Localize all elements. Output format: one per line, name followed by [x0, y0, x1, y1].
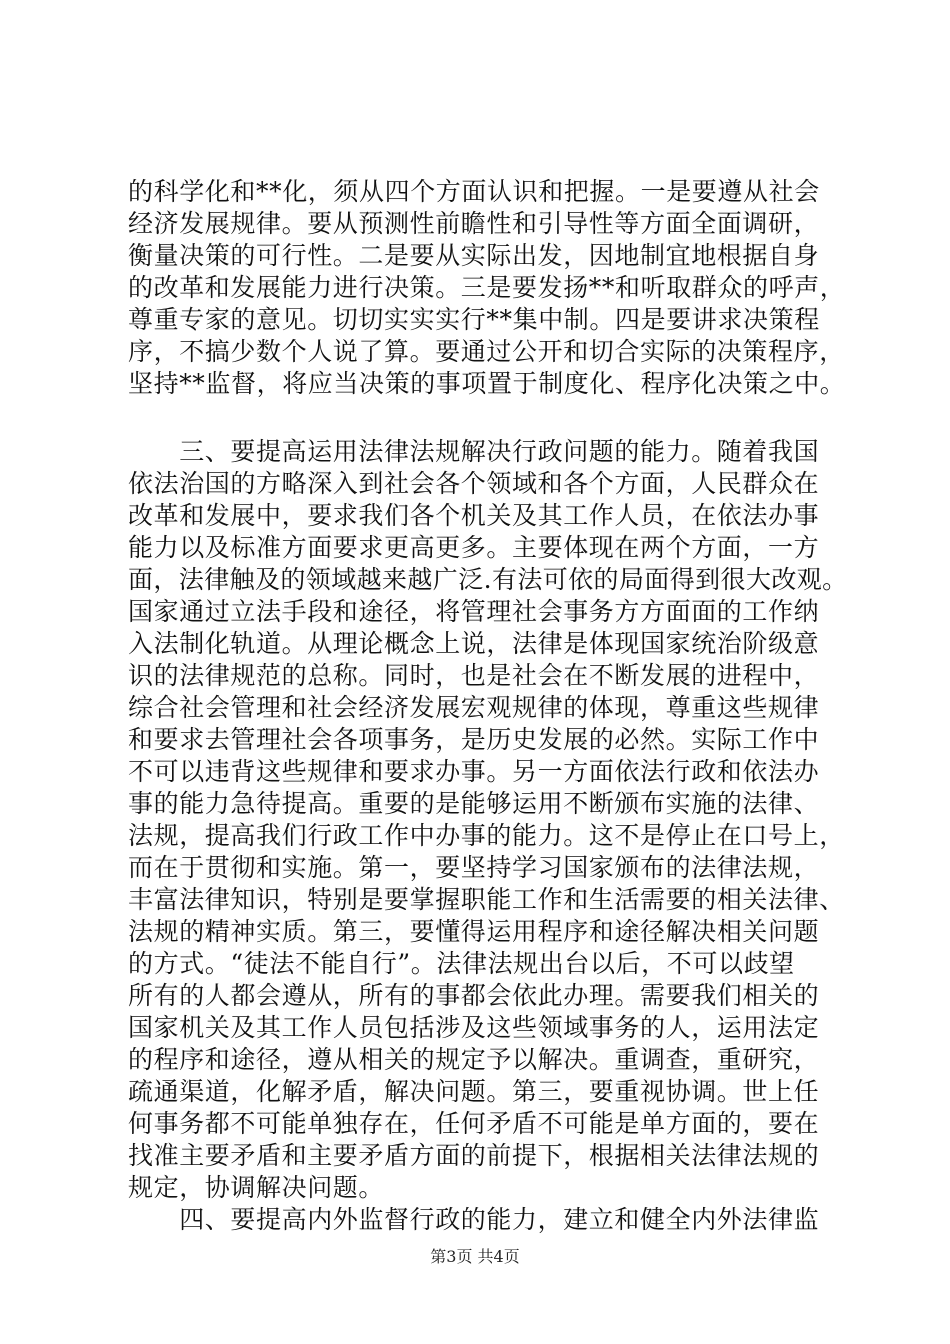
- body-text-line: 序，不搞少数个人说了算。要通过公开和切合实际的决策程序，: [128, 337, 845, 366]
- body-text-line: 能力以及标准方面要求更高更多。主要体现在两个方面，一方: [128, 533, 820, 562]
- body-text-line: 疏通渠道，化解矛盾，解决问题。第三，要重视协调。世上任: [128, 1077, 820, 1106]
- body-text-line: 法规，提高我们行政工作中办事的能力。这不是停止在口号上，: [128, 821, 845, 850]
- body-text-line: 四、要提高内外监督行政的能力，建立和健全内外法律监: [128, 1205, 820, 1234]
- body-text-line: 面，法律触及的领域越来越广泛.有法可依的局面得到很大改观。: [128, 565, 848, 594]
- body-text-line: 不可以违背这些规律和要求办事。另一方面依法行政和依法办: [128, 757, 820, 786]
- body-text-line: 和要求去管理社会各项事务，是历史发展的必然。实际工作中: [128, 725, 820, 754]
- body-text-line: 找准主要矛盾和主要矛盾方面的前提下，根据相关法律法规的: [128, 1141, 820, 1170]
- body-text-line: 规定，协调解决问题。: [128, 1173, 385, 1202]
- body-text-line: 改革和发展中，要求我们各个机关及其工作人员，在依法办事: [128, 501, 820, 530]
- body-text-line: 何事务都不可能单独存在，任何矛盾不可能是单方面的，要在: [128, 1109, 820, 1138]
- body-text-line: 而在于贯彻和实施。第一，要坚持学习国家颁布的法律法规，: [128, 853, 820, 882]
- body-text-line: 识的法律规范的总称。同时，也是社会在不断发展的进程中，: [128, 661, 820, 690]
- body-text-line: 入法制化轨道。从理论概念上说，法律是体现国家统治阶级意: [128, 629, 820, 658]
- body-text-line: 衡量决策的可行性。二是要从实际出发，因地制宜地根据自身: [128, 241, 820, 270]
- body-text-line: 的程序和途径，遵从相关的规定予以解决。重调查，重研究，: [128, 1045, 820, 1074]
- body-text-line: 事的能力急待提高。重要的是能够运用不断颁布实施的法律、: [128, 789, 820, 818]
- body-text-line: 的方式。“徒法不能自行”。法律法规出台以后，不可以歧望: [128, 949, 795, 978]
- body-text-line: 坚持**监督，将应当决策的事项置于制度化、程序化决策之中。: [128, 369, 846, 398]
- body-text-line: 国家机关及其工作人员包括涉及这些领域事务的人，运用法定: [128, 1013, 820, 1042]
- body-text-line: 国家通过立法手段和途径，将管理社会事务方方面面的工作纳: [128, 597, 820, 626]
- body-text-line: 所有的人都会遵从，所有的事都会依此办理。需要我们相关的: [128, 981, 820, 1010]
- page-footer: 第3页 共4页: [430, 1247, 520, 1266]
- body-text-line: 依法治国的方略深入到社会各个领域和各个方面，人民群众在: [128, 469, 820, 498]
- body-text-line: 尊重专家的意见。切切实实实行**集中制。四是要讲求决策程: [128, 305, 820, 334]
- body-text-line: 法规的精神实质。第三，要懂得运用程序和途径解决相关问题: [128, 917, 820, 946]
- body-text-line: 丰富法律知识，特别是要掌握职能工作和生活需要的相关法律、: [128, 885, 845, 914]
- body-text-line: 的改革和发展能力进行决策。三是要发扬**和听取群众的呼声，: [128, 273, 846, 302]
- body-text-line: 的科学化和**化，须从四个方面认识和把握。一是要遵从社会: [128, 177, 820, 206]
- body-text-line: 综合社会管理和社会经济发展宏观规律的体现，尊重这些规律: [128, 693, 820, 722]
- body-text-line: 经济发展规律。要从预测性前瞻性和引导性等方面全面调研，: [128, 209, 820, 238]
- body-text-line: 三、要提高运用法律法规解决行政问题的能力。随着我国: [128, 437, 820, 466]
